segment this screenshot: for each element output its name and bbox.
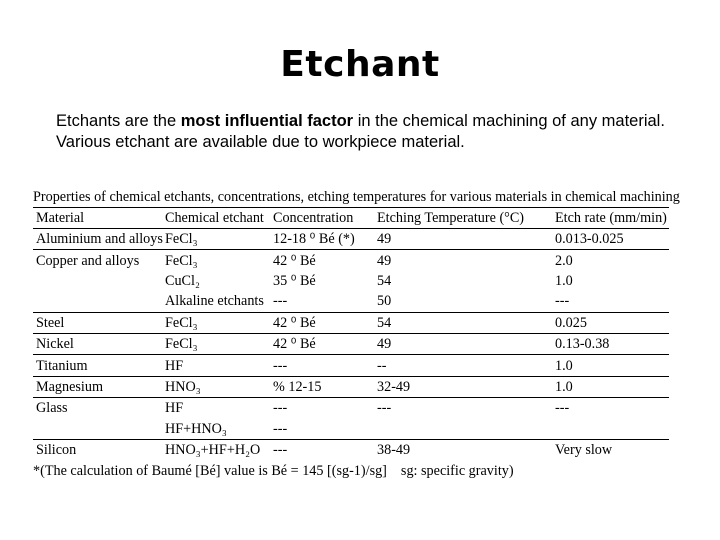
- table-cell: ---: [273, 442, 288, 459]
- table-cell: [552, 419, 669, 440]
- table-cell: Magnesium: [36, 378, 103, 395]
- header-etching-temperature: Etching Temperature (°C): [377, 209, 525, 226]
- intro-text-end: in the chemical machining of any material. Various etchant are available due to workpiece material.: [56, 112, 665, 151]
- table-cell: 0.025: [555, 314, 587, 331]
- table-row: [33, 439, 669, 460]
- table-cell: 1.0: [555, 357, 573, 374]
- table-cell: 50: [377, 293, 392, 310]
- slide-title: Etchant: [280, 44, 440, 85]
- intro-paragraph: [56, 111, 676, 153]
- table-cell: 42 ⁰ Bé: [273, 314, 316, 331]
- table-cell: Titanium: [36, 357, 88, 374]
- table-cell: HF: [165, 400, 184, 417]
- table-cell: ---: [273, 420, 288, 437]
- etchant-properties-table-block: [33, 188, 680, 481]
- table-cell: 54: [377, 272, 392, 289]
- table-cell: ---: [555, 293, 570, 310]
- table-cell: 32-49: [377, 378, 411, 395]
- table-cell: % 12-15: [273, 378, 322, 395]
- etchant-properties-table: [33, 207, 669, 460]
- table-cell: CuCl₂: [165, 272, 200, 289]
- table-footnote: [33, 462, 669, 481]
- table-cell: [33, 419, 162, 440]
- table-cell: 0.13-0.38: [555, 336, 610, 353]
- table-cell: ---: [273, 293, 288, 310]
- table-caption: Properties of chemical etchants, concentrations, etching temperatures for various materials in chemical machining: [33, 189, 680, 205]
- table-cell: 49: [377, 231, 392, 248]
- header-concentration: Concentration: [273, 209, 354, 226]
- table-cell: 0.013-0.025: [555, 231, 624, 248]
- table-cell: ---: [273, 400, 288, 417]
- table-cell: 42 ⁰ Bé: [273, 336, 316, 353]
- table-cell: Glass: [36, 400, 68, 417]
- table-row: [33, 419, 669, 440]
- table-cell: 42 ⁰ Bé: [273, 252, 316, 269]
- table-row: [33, 250, 669, 271]
- table-cell: ---: [377, 400, 392, 417]
- table-cell: FeCl₃: [165, 252, 198, 269]
- table-cell: Steel: [36, 314, 65, 331]
- table-row: [33, 355, 669, 376]
- table-cell: ---: [555, 400, 570, 417]
- table-cell: 1.0: [555, 378, 573, 395]
- table-cell: HF+HNO₃: [165, 420, 227, 437]
- table-cell: [374, 419, 552, 440]
- table-cell: ---: [273, 357, 288, 374]
- table-cell: 1.0: [555, 272, 573, 289]
- table-cell: Copper and alloys: [36, 252, 140, 269]
- table-row: [33, 229, 669, 250]
- table-cell: HNO₃: [165, 378, 201, 395]
- table-cell: 49: [377, 336, 392, 353]
- footnote-specific-gravity: sg: specific gravity): [400, 463, 514, 480]
- header-etch-rate: Etch rate (mm/min): [555, 209, 667, 226]
- table-cell: Nickel: [36, 336, 74, 353]
- table-cell: 2.0: [555, 252, 573, 269]
- header-material: Material: [36, 209, 85, 226]
- table-cell: Alkaline etchants: [165, 293, 264, 310]
- table-row: [33, 398, 669, 419]
- table-row: [33, 291, 669, 312]
- table-cell: 38-49: [377, 442, 411, 459]
- table-cell: Very slow: [555, 442, 613, 459]
- footnote-baume-formula: *(The calculation of Baumé [Bé] value is Bé = 145 [(sg-1)/sg]: [33, 463, 387, 480]
- table-cell: 49: [377, 252, 392, 269]
- table-header-row: [33, 208, 669, 229]
- table-row: [33, 376, 669, 397]
- table-cell: 54: [377, 314, 392, 331]
- table-cell: 35 ⁰ Bé: [273, 272, 316, 289]
- table-row: [33, 271, 669, 291]
- table-cell: [33, 291, 162, 312]
- table-cell: Aluminium and alloys: [36, 231, 163, 248]
- table-row: [33, 333, 669, 354]
- table-cell: [33, 271, 162, 291]
- table-cell: --: [377, 357, 387, 374]
- table-cell: HNO₃+HF+H₂O: [165, 442, 261, 459]
- table-row: [33, 312, 669, 333]
- intro-text-start: Etchants are the: [56, 112, 181, 130]
- table-cell: FeCl₃: [165, 314, 198, 331]
- header-chemical-etchant: Chemical etchant: [165, 209, 264, 226]
- table-cell: HF: [165, 357, 184, 374]
- table-cell: Silicon: [36, 442, 77, 459]
- table-cell: FeCl₃: [165, 336, 198, 353]
- table-cell: 12-18 ⁰ Bé (*): [273, 231, 355, 248]
- intro-emphasis: most influential factor: [180, 112, 354, 130]
- table-cell: FeCl₃: [165, 231, 198, 248]
